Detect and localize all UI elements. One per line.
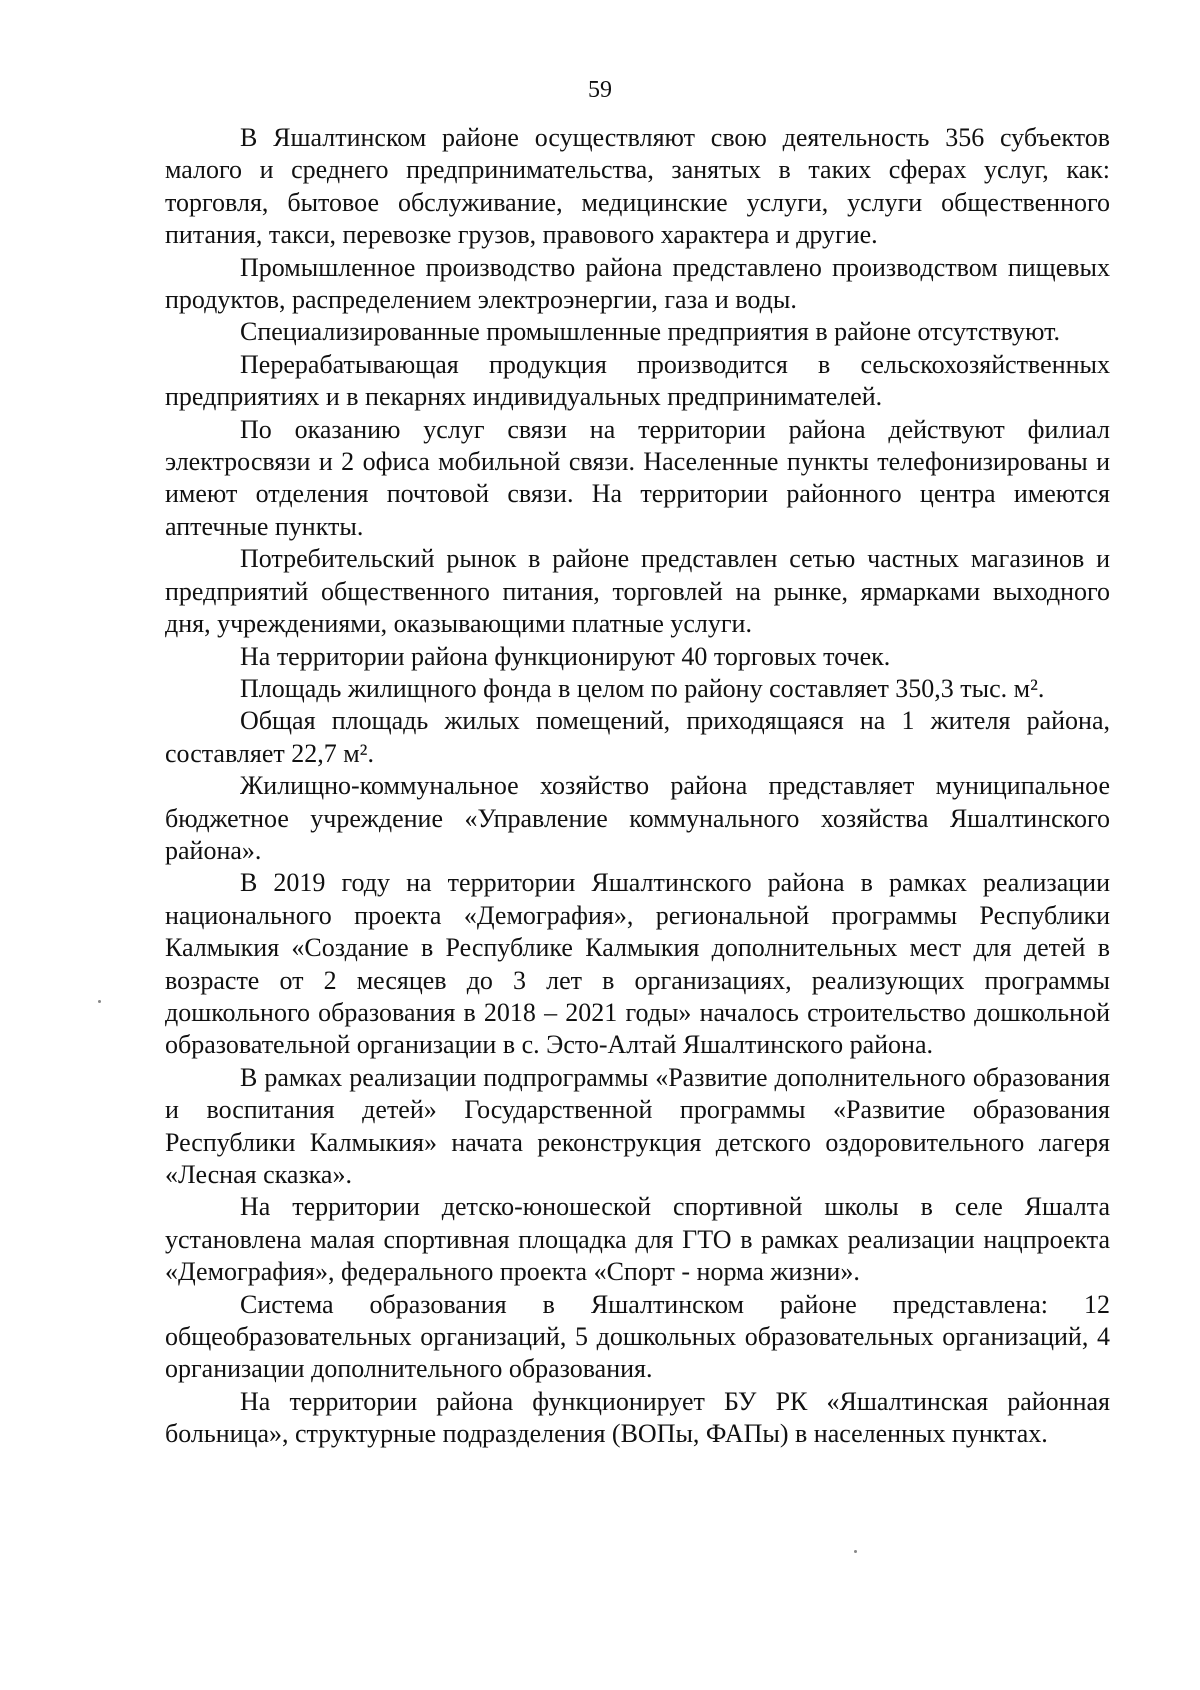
paragraph-living-space: Общая площадь жилых помещений, приходящаяся на 1 жителя района, составляет 22,7 м². bbox=[165, 706, 1110, 768]
paragraph-sports-ground: На территории детско-юношеской спортивной школы в селе Яшалта установлена малая спортивная площадка для ГТО в рамках реализации нацпроекта «Демография», федерального проекта «Спорт - норма жизни». bbox=[165, 1192, 1110, 1287]
paragraph-preschool-construction: В 2019 году на территории Яшалтинского района в рамках реализации национального проекта «Демография», региональной программы Республики Калмыкия «Создание в Республике Калмыкия дополнительных мест для детей в возрасте от 2 месяцев до 3 лет в организациях, реализующих программы дошкольного образования в 2018 – 2021 годы» началось строительство дошкольной образовательной организации в с. Эсто-Алтай Яшалтинского района. bbox=[165, 868, 1110, 1060]
paragraph-housing-utilities: Жилищно-коммунальное хозяйство района представляет муниципальное бюджетное учреждение «Управление коммунального хозяйства Яшалтинского района». bbox=[165, 771, 1110, 865]
paragraph-camp-reconstruction: В рамках реализации подпрограммы «Развитие дополнительного образования и воспитания детей» Государственной программы «Развитие образования Республики Калмыкия» начата реконструкция детского оздоровительного лагеря «Лесная сказка». bbox=[165, 1062, 1110, 1189]
paragraph-industry: Промышленное производство района представлено производством пищевых продуктов, распределением электроэнергии, газа и воды. bbox=[165, 252, 1110, 315]
paragraph-communications: По оказанию услуг связи на территории района действуют филиал электросвязи и 2 офиса мобильной связи. Населенные пункты телефонизированы и имеют отделения почтовой связи. На территории районного центра имеются аптечные пункты. bbox=[165, 414, 1110, 541]
paragraph-processing: Перерабатывающая продукция производится в сельскохозяйственных предприятиях и в пекарнях индивидуальных предпринимателей. bbox=[165, 349, 1110, 412]
paragraph-hospital: На территории района функционирует БУ РК «Яшалтинская районная больница», структурные подразделения (ВОПы, ФАПы) в населенных пунктах. bbox=[165, 1386, 1110, 1449]
paragraph-housing-stock: Площадь жилищного фонда в целом по району составляет 350,3 тыс. м². bbox=[240, 673, 1045, 703]
paragraph-consumer-market: Потребительский рынок в районе представлен сетью частных магазинов и предприятий общественного питания, торговлей на рынке, ярмарками выходного дня, учреждениями, оказывающими платные услуги. bbox=[165, 544, 1110, 639]
paragraph-specialized-enterprises: Специализированные промышленные предприятия в районе отсутствуют. bbox=[240, 317, 1061, 347]
paragraph-trade-points: На территории района функционируют 40 торговых точек. bbox=[240, 641, 891, 671]
paragraph-education-system: Система образования в Яшалтинском районе представлена: 12 общеобразовательных организаций, 5 дошкольных образовательных организаций, 4 организации дополнительного образования. bbox=[165, 1289, 1110, 1384]
scan-speck bbox=[854, 1550, 857, 1553]
paragraph-entrepreneurship: В Яшалтинском районе осуществляют свою деятельность 356 субъектов малого и среднего предпринимательства, занятых в таких сферах услуг, как: торговля, бытовое обслуживание, медицинские услуги, услуги общественного питания, такси, перевозке грузов, правового характера и другие. bbox=[165, 123, 1110, 250]
document-body bbox=[165, 122, 1110, 1451]
page-number: 59 bbox=[588, 77, 612, 103]
scan-speck bbox=[98, 1000, 101, 1003]
